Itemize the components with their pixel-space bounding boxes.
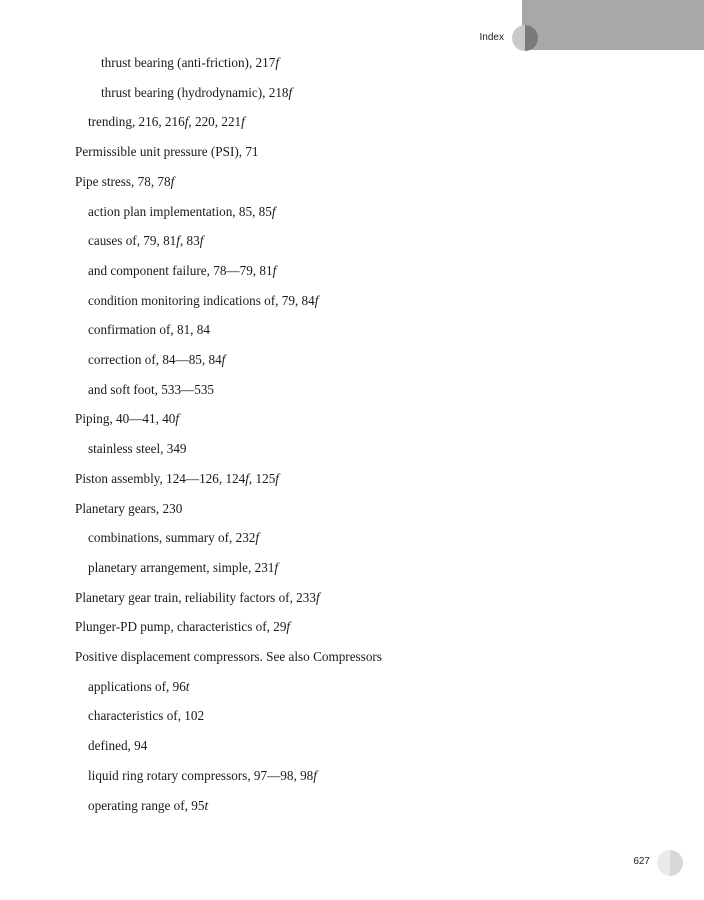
entry-text: thrust bearing (hydrodynamic), 218	[101, 84, 289, 100]
index-entry	[75, 410, 179, 428]
entry-text: defined, 94	[88, 738, 148, 754]
entry-text: Piston assembly, 124—126, 124	[75, 470, 246, 486]
figure-marker: t	[185, 678, 190, 694]
entry-text: combinations, summary of, 232	[88, 530, 256, 546]
entry-text: trending, 216, 216	[88, 114, 185, 130]
entry-text: and component failure, 78—79, 81	[88, 262, 273, 278]
entry-text: Planetary gear train, reliability factors of, 233	[75, 589, 316, 605]
page-number-circle	[657, 850, 683, 876]
index-entry	[88, 232, 203, 250]
figure-marker: f	[272, 262, 277, 278]
index-entry	[75, 618, 290, 636]
figure-marker: f	[314, 292, 319, 308]
entry-text: correction of, 84—85, 84	[88, 352, 222, 367]
entry-text: planetary arrangement, simple, 231	[88, 559, 275, 575]
index-entry	[88, 440, 187, 458]
entry-text: stainless steel, 349	[88, 441, 187, 457]
figure-marker: f	[286, 619, 291, 635]
entry-text: thrust bearing (anti-friction), 217	[101, 55, 276, 70]
entry-text-continued: , 83	[179, 233, 200, 249]
index-entry	[88, 113, 245, 131]
entry-text: Piping, 40—41, 40	[75, 411, 176, 427]
entry-text: Positive displacement compressors. See also Compressors	[75, 649, 382, 664]
figure-marker: f	[255, 530, 260, 546]
index-entry	[75, 173, 174, 191]
figure-marker: f	[271, 203, 276, 219]
index-entry	[88, 797, 208, 815]
index-entry	[88, 678, 189, 696]
figure-marker: f	[176, 233, 180, 249]
running-header: Index	[479, 32, 504, 43]
index-entry	[75, 500, 182, 518]
entry-text: applications of, 96	[88, 678, 186, 694]
entry-text: and soft foot, 533—535	[88, 381, 215, 397]
index-entry	[88, 381, 214, 399]
header-tab	[522, 0, 704, 50]
figure-marker: f	[199, 233, 204, 249]
index-entry	[75, 143, 259, 161]
figure-marker: f	[313, 767, 317, 783]
figure-marker: f	[275, 470, 279, 486]
figure-marker: f	[241, 114, 245, 130]
index-entry	[88, 262, 276, 280]
index-entry	[75, 470, 279, 488]
entry-text-continued: , 125	[248, 470, 276, 486]
index-entry	[88, 559, 278, 577]
figure-marker: f	[221, 352, 226, 367]
figure-marker: f	[315, 589, 320, 605]
index-entry	[88, 707, 204, 725]
entry-text: action plan implementation, 85, 85	[88, 203, 272, 219]
index-entry	[88, 351, 225, 369]
entry-text: operating range of, 95	[88, 797, 205, 813]
figure-marker: f	[184, 114, 189, 130]
figure-marker: f	[175, 411, 180, 427]
index-entry	[101, 54, 279, 72]
index-entry	[88, 737, 147, 755]
index-entry	[88, 529, 259, 547]
entry-text: Planetary gears, 230	[75, 500, 183, 516]
index-entry	[88, 321, 210, 339]
index-entry	[88, 292, 318, 310]
figure-marker: f	[245, 470, 249, 486]
entry-text: Permissible unit pressure (PSI), 71	[75, 144, 259, 160]
figure-marker: f	[170, 173, 175, 189]
figure-marker: f	[275, 55, 279, 70]
page-number: 627	[633, 856, 650, 867]
figure-marker: t	[204, 797, 209, 813]
header-tab-circle	[512, 25, 538, 51]
entry-text: liquid ring rotary compressors, 97—98, 98	[88, 767, 314, 783]
entry-text: causes of, 79, 81	[88, 233, 177, 249]
index-entry	[75, 648, 382, 666]
index-entry	[88, 203, 276, 221]
entry-text: condition monitoring indications of, 79, 84	[88, 292, 315, 308]
index-entry	[88, 767, 317, 785]
entry-text-continued: , 220, 221	[188, 114, 242, 130]
figure-marker: f	[274, 559, 279, 575]
index-entry	[101, 84, 292, 102]
entry-text: Pipe stress, 78, 78	[75, 173, 171, 189]
entry-text: Plunger-PD pump, characteristics of, 29	[75, 619, 287, 635]
index-entry	[75, 589, 320, 607]
figure-marker: f	[288, 84, 293, 100]
entry-text: characteristics of, 102	[88, 708, 205, 724]
entry-text: confirmation of, 81, 84	[88, 322, 210, 338]
